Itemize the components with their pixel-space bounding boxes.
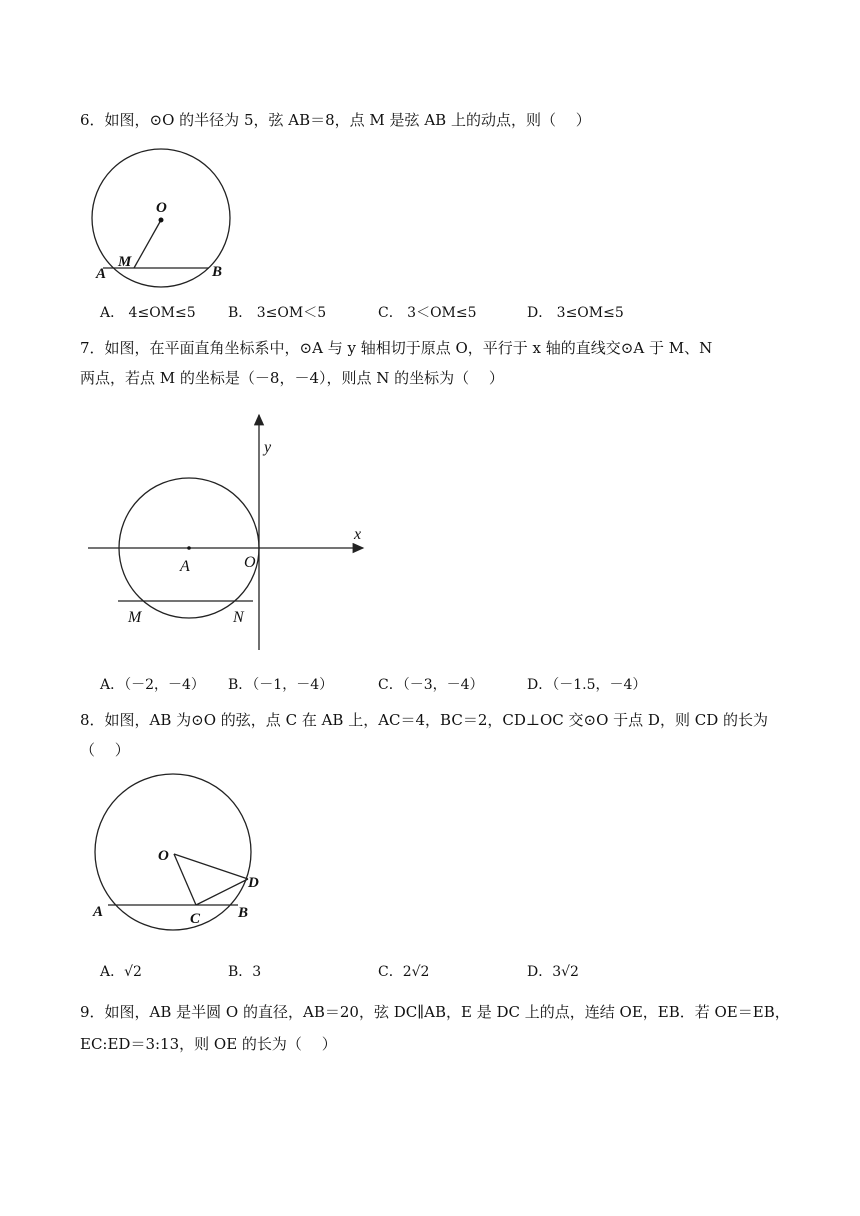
q7-label-x: x bbox=[354, 526, 362, 543]
q7-center-point bbox=[187, 546, 191, 550]
q8-option-c: C．2√2 bbox=[378, 964, 430, 980]
q7-option-a: A．（－2，－4） bbox=[100, 677, 205, 693]
q6-label-b: B bbox=[212, 264, 223, 280]
q7-label-o: O bbox=[244, 554, 256, 571]
q6-option-c: C． 3＜OM≤5 bbox=[378, 305, 477, 321]
q9-stem-line1: 9．如图，AB 是半圆 O 的直径，AB＝20，弦 DC∥AB，E 是 DC 上的点，连结 OE，EB．若 OE＝EB， bbox=[80, 1003, 790, 1021]
q7-option-b: B．（－1，－4） bbox=[228, 677, 334, 693]
q7-stem-line2: 两点，若点 M 的坐标是（－8，－4），则点 N 的坐标为（ ） bbox=[80, 369, 504, 387]
q8-option-a: A．√2 bbox=[100, 964, 142, 980]
q7-label-y: y bbox=[264, 439, 272, 456]
q7-label-a: A bbox=[180, 558, 190, 575]
q8-stem-line1: 8．如图，AB 为⊙O 的弦，点 C 在 AB 上，AC＝4，BC＝2，CD⊥OC 交⊙O 于点 D，则 CD 的长为 bbox=[80, 711, 769, 729]
q8-label-d: D bbox=[248, 875, 259, 891]
q6-option-a: A． 4≤OM≤5 bbox=[100, 305, 196, 321]
q8-figure bbox=[88, 772, 278, 932]
q7-label-m: M bbox=[128, 609, 142, 626]
q6-label-a: A bbox=[96, 266, 107, 282]
q6-option-d: D． 3≤OM≤5 bbox=[527, 305, 624, 321]
q7-stem-line1: 7．如图，在平面直角坐标系中，⊙A 与 y 轴相切于原点 O，平行于 x 轴的直线交⊙A 于 M、N bbox=[80, 339, 713, 357]
q8-segment-od bbox=[174, 854, 248, 879]
q9-stem-line2: EC:ED＝3:13，则 OE 的长为（ ） bbox=[80, 1035, 337, 1053]
q7-label-n: N bbox=[233, 609, 244, 626]
q6-stem: 6．如图，⊙O 的半径为 5，弦 AB＝8，点 M 是弦 AB 上的动点，则（ ） bbox=[80, 111, 591, 129]
q6-center-point bbox=[159, 218, 164, 223]
q6-option-b: B． 3≤OM＜5 bbox=[228, 305, 327, 321]
q7-option-d: D．（－1.5，－4） bbox=[527, 677, 647, 693]
q7-option-c: C．（－3，－4） bbox=[378, 677, 484, 693]
q8-circle bbox=[95, 774, 251, 930]
q6-label-o: O bbox=[156, 200, 167, 216]
q8-segment-oc bbox=[174, 854, 196, 905]
q6-segment-om bbox=[134, 220, 161, 268]
q7-figure bbox=[88, 405, 378, 655]
q8-label-o: O bbox=[158, 848, 169, 864]
q8-option-b: B．3 bbox=[228, 964, 262, 980]
q8-stem-line2: （ ） bbox=[80, 741, 130, 759]
q8-label-c: C bbox=[190, 911, 201, 927]
q6-label-m: M bbox=[118, 254, 132, 270]
q8-option-d: D．3√2 bbox=[527, 964, 579, 980]
q6-figure bbox=[90, 148, 240, 288]
q8-label-a: A bbox=[93, 904, 104, 920]
q8-label-b: B bbox=[238, 905, 249, 921]
